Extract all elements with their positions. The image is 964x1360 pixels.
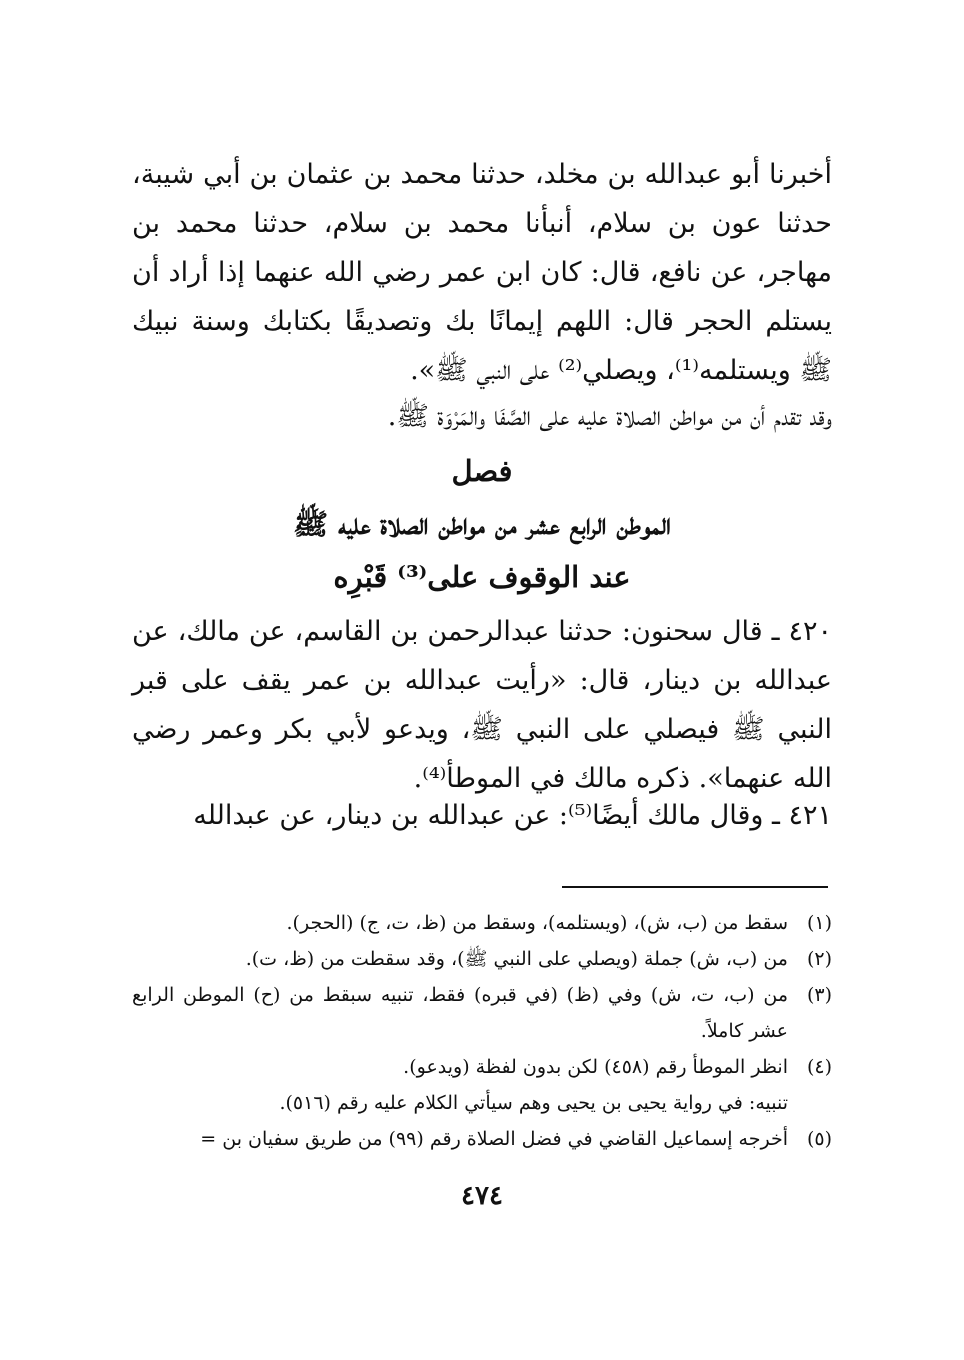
- section-title-line-2: عند الوقوف على⁽³⁾ قَبْرِه: [333, 560, 631, 594]
- footnote-separator-rule: [562, 886, 828, 888]
- section-heading-fasl: فصل: [451, 454, 513, 488]
- paragraph-hadith-421: ٤٢١ ـ وقال مالك أيضًا⁽⁵⁾: عن عبدالله بن دينار، عن عبدالله: [193, 800, 832, 831]
- footnote-4-caution-note: تنبيه: في رواية يحيى بن يحيى وهم سيأتي الكلام عليه رقم (٥١٦).: [279, 1092, 788, 1114]
- paragraph-hadith-intro: أخبرنا أبو عبدالله بن مخلد، حدثنا محمد بن عثمان بن أبي شيبة، حدثنا عون بن سلام، أنبأنا محمد بن سلام، حدثنا محمد بن مهاجر، عن نافع، قال: كان ابن عمر رضي الله عنهما إذا أراد أن يستلم الحجر قال: اللهم إيمانًا بك وتصديقًا بكتابك وسنة نبيك ﷺ ويستلمه⁽¹⁾، ويصلي⁽²⁾ على النبي ﷺ».: [132, 159, 832, 386]
- section-title-line-1: الموطن الرابع عشر من مواطن الصلاة عليه ﷺ: [293, 507, 671, 541]
- footnote-text: سقط من (ب، ش)، (ويستلمه)، وسقط من (ظ، ت، ج) (الحجر).: [286, 912, 788, 934]
- paragraph-note-safa-marwa: وقد تقدم أن من مواطن الصلاة عليه على الصَّفَا والمَرْوَة ﷺ.: [387, 401, 832, 432]
- page-number: ٤٧٤: [461, 1181, 503, 1211]
- footnote-number: (٣): [806, 984, 832, 1006]
- footnote-text: انظر الموطأ رقم (٤٥٨) لكن بدون لفظة (ويدعو).: [403, 1056, 788, 1078]
- paragraph-hadith-420: ٤٢٠ ـ قال سحنون: حدثنا عبدالرحمن بن القاسم، عن مالك، عن عبدالله بن دينار، قال: «رأيت عبدالله بن عمر يقف على قبر النبي ﷺ فيصلي على النبي ﷺ، ويدعو لأبي بكر وعمر رضي الله عنهما». ذكره مالك في الموطأ⁽⁴⁾.: [132, 616, 832, 794]
- footnote-number: (١): [806, 912, 832, 934]
- footnote-text: من (ب، ش) جملة (ويصلي على النبي ﷺ)، وقد سقطت من (ظ، ت).: [245, 948, 788, 970]
- footnotes-section: [132, 905, 832, 1157]
- footnote-1: [132, 905, 832, 941]
- footnote-4: [132, 1049, 832, 1085]
- footnote-3: [132, 977, 832, 1049]
- footnote-text: من (ب، ت، ش) وفي (ظ) (في قبره) فقط، تنبيه سبقط من (ح) الموطن الرابع عشر كاملاً.: [132, 984, 788, 1042]
- footnote-number: (٢): [806, 948, 832, 970]
- footnote-2: [132, 941, 832, 977]
- footnote-number: (٤): [806, 1056, 832, 1078]
- footnote-5: [132, 1121, 832, 1157]
- footnote-number: (٥): [806, 1128, 832, 1150]
- footnote-text: أخرجه إسماعيل القاضي في فضل الصلاة رقم (٩٩) من طريق سفيان بن =: [200, 1128, 788, 1150]
